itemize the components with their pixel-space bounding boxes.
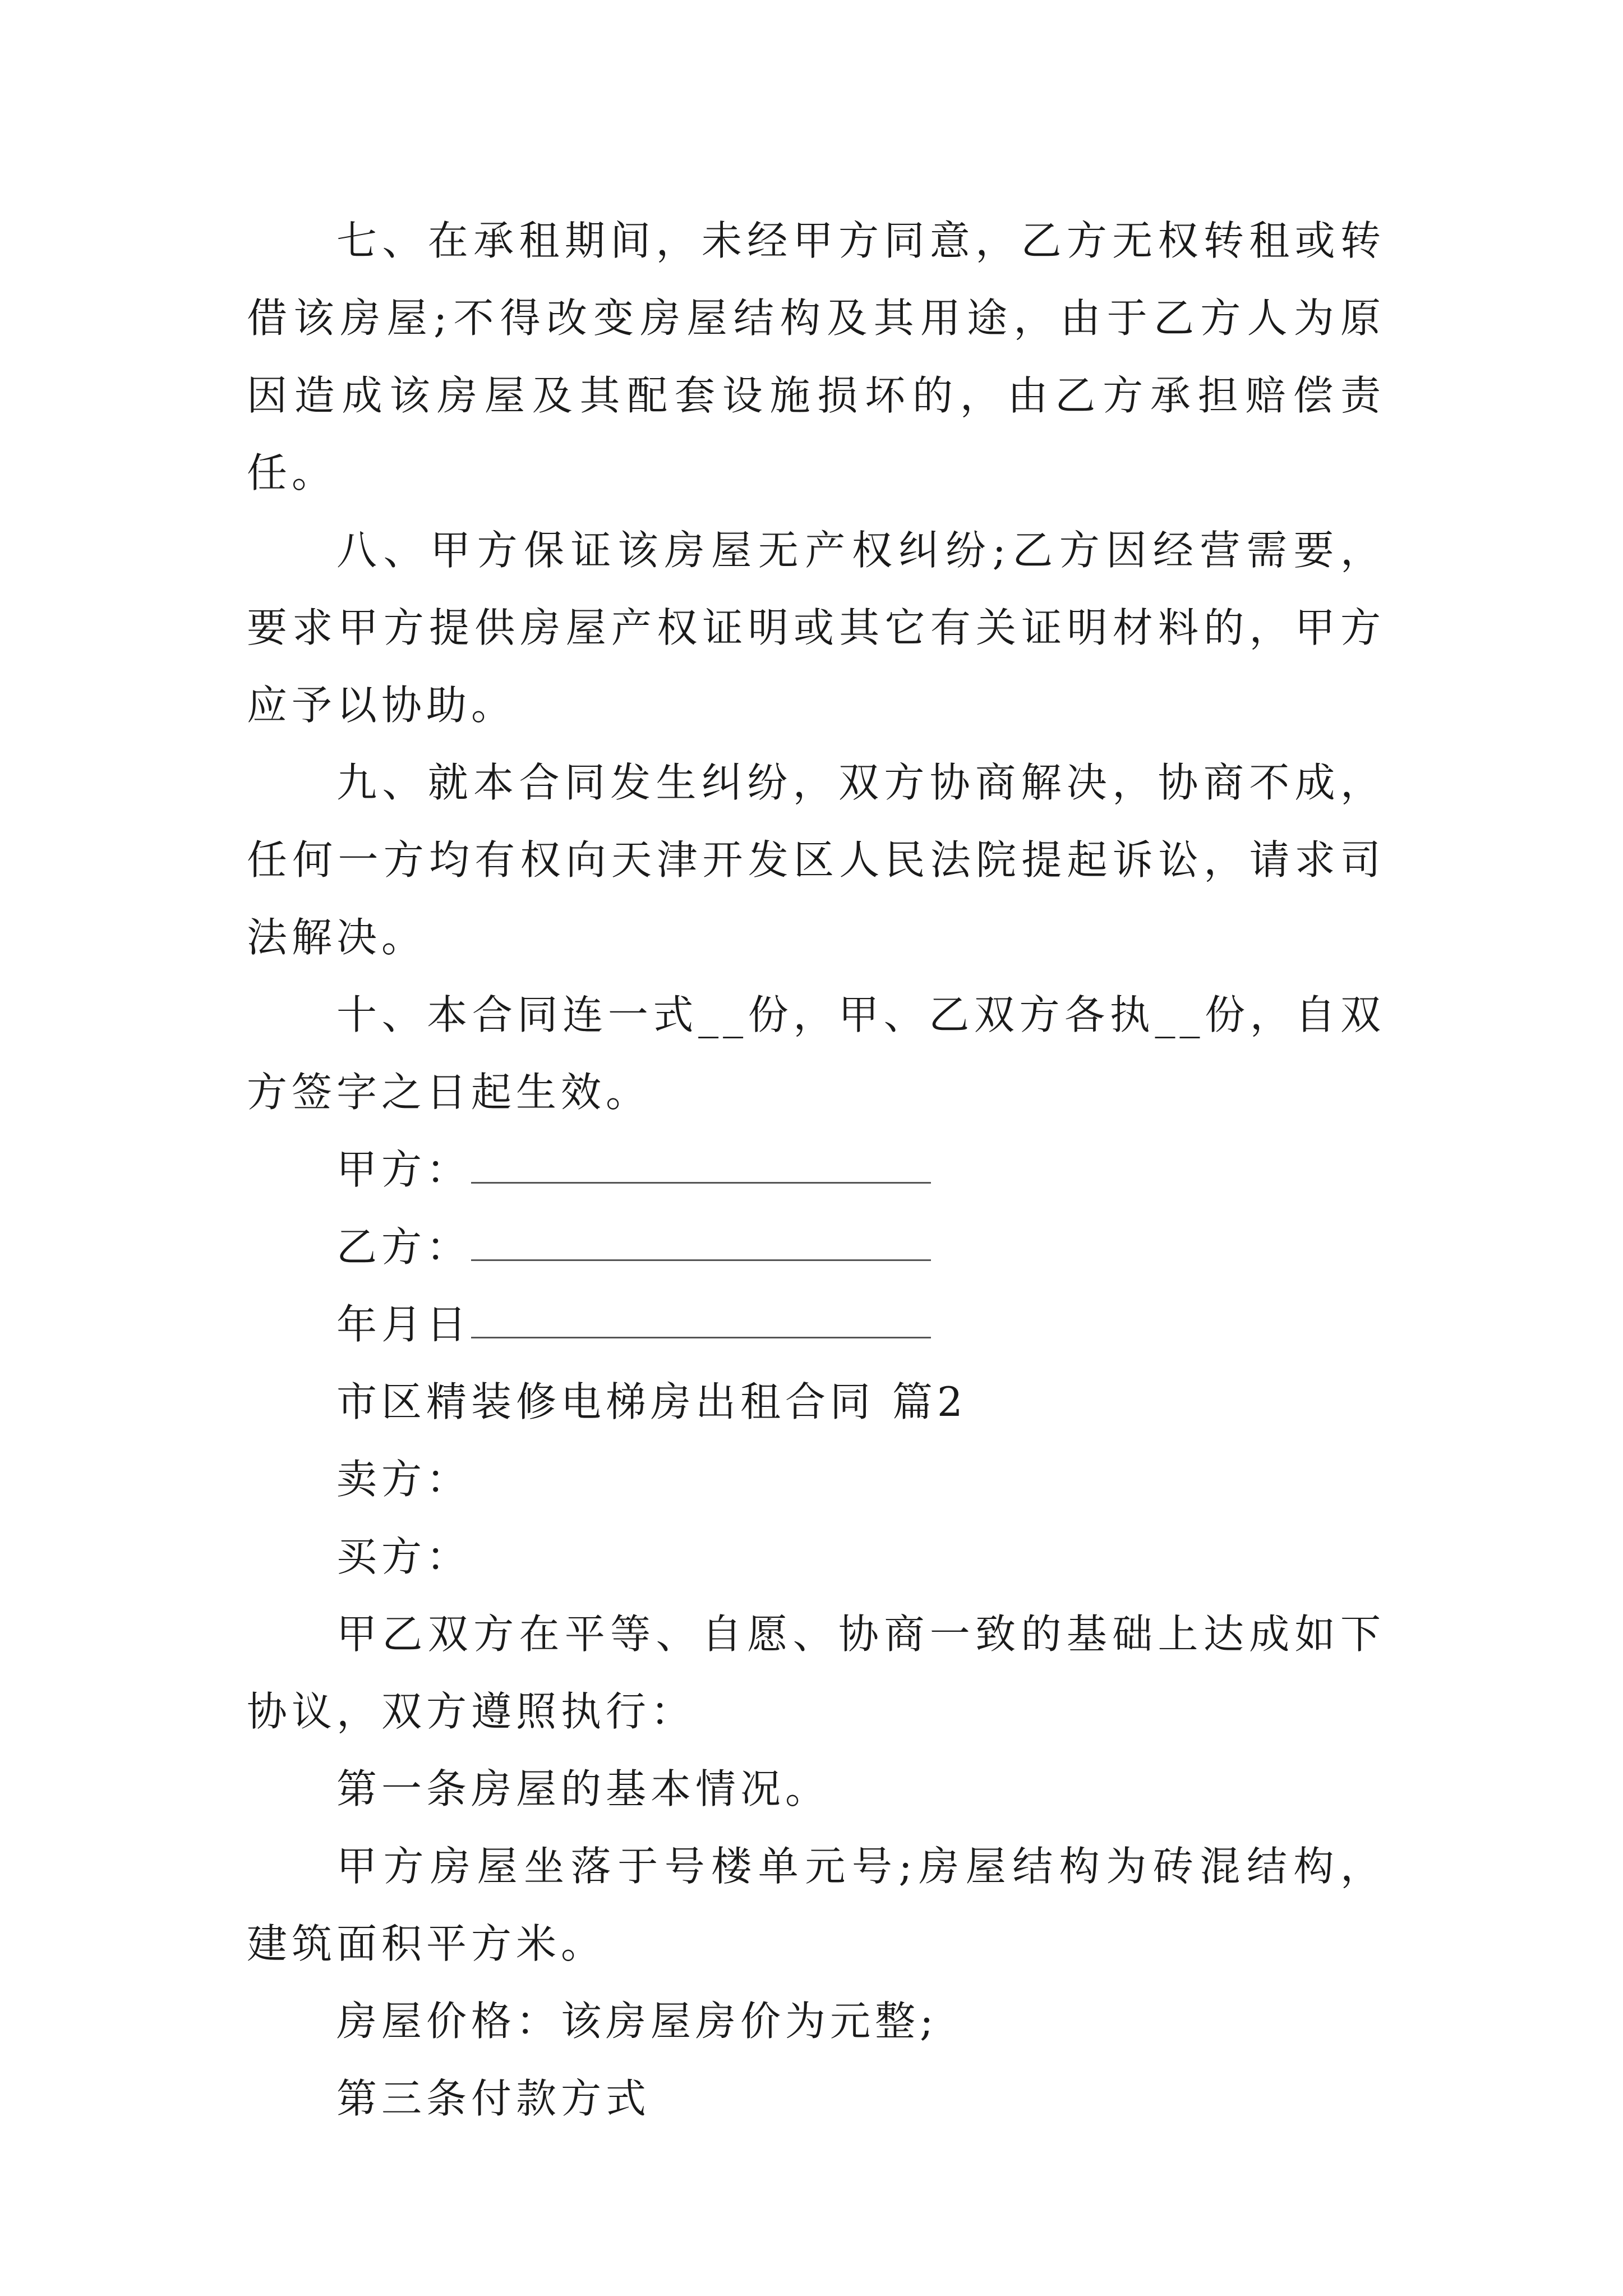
clause-7: 七、在承租期间，未经甲方同意，乙方无权转租或转借该房屋;不得改变房屋结构及其用途，由于乙方人为原因造成该房屋及其配套设施损坏的，由乙方承担赔偿责任。	[247, 217, 1385, 496]
date-blank	[471, 1297, 931, 1338]
document-body	[247, 202, 1385, 2137]
house-price: 房屋价格：该房屋房价为元整;	[336, 1998, 938, 2045]
clause-8: 八、甲方保证该房屋无产权纠纷;乙方因经营需要，要求甲方提供房屋产权证明或其它有关证明材料的，甲方应予以协助。	[247, 527, 1385, 729]
party-a-blank	[471, 1143, 931, 1184]
date-signature-line	[247, 1286, 1385, 1363]
party-a-signature-line	[247, 1131, 1385, 1208]
buyer-label: 买方：	[336, 1533, 472, 1580]
party-b-signature-line	[247, 1208, 1385, 1286]
clause-10: 十、本合同连一式__份，甲、乙双方各执__份，自双方签字之日起生效。	[247, 991, 1385, 1116]
section-2-title: 市区精装修电梯房出租合同 篇2	[336, 1378, 967, 1425]
party-a-label: 甲方：	[336, 1146, 472, 1193]
clause-9: 九、就本合同发生纠纷，双方协商解决，协商不成，任何一方均有权向天津开发区人民法院提起诉讼，请求司法解决。	[247, 759, 1385, 961]
party-b-blank	[471, 1220, 931, 1261]
article-3-title: 第三条付款方式	[336, 2075, 651, 2122]
seller-label: 卖方：	[336, 1456, 472, 1503]
article-1-title: 第一条房屋的基本情况。	[336, 1765, 831, 1812]
article-1-body: 甲方房屋坐落于号楼单元号;房屋结构为砖混结构，建筑面积平方米。	[247, 1843, 1385, 1967]
party-b-label: 乙方：	[336, 1223, 472, 1271]
agreement-intro: 甲乙双方在平等、自愿、协商一致的基础上达成如下协议，双方遵照执行：	[247, 1611, 1385, 1735]
date-label: 年月日	[336, 1301, 472, 1348]
